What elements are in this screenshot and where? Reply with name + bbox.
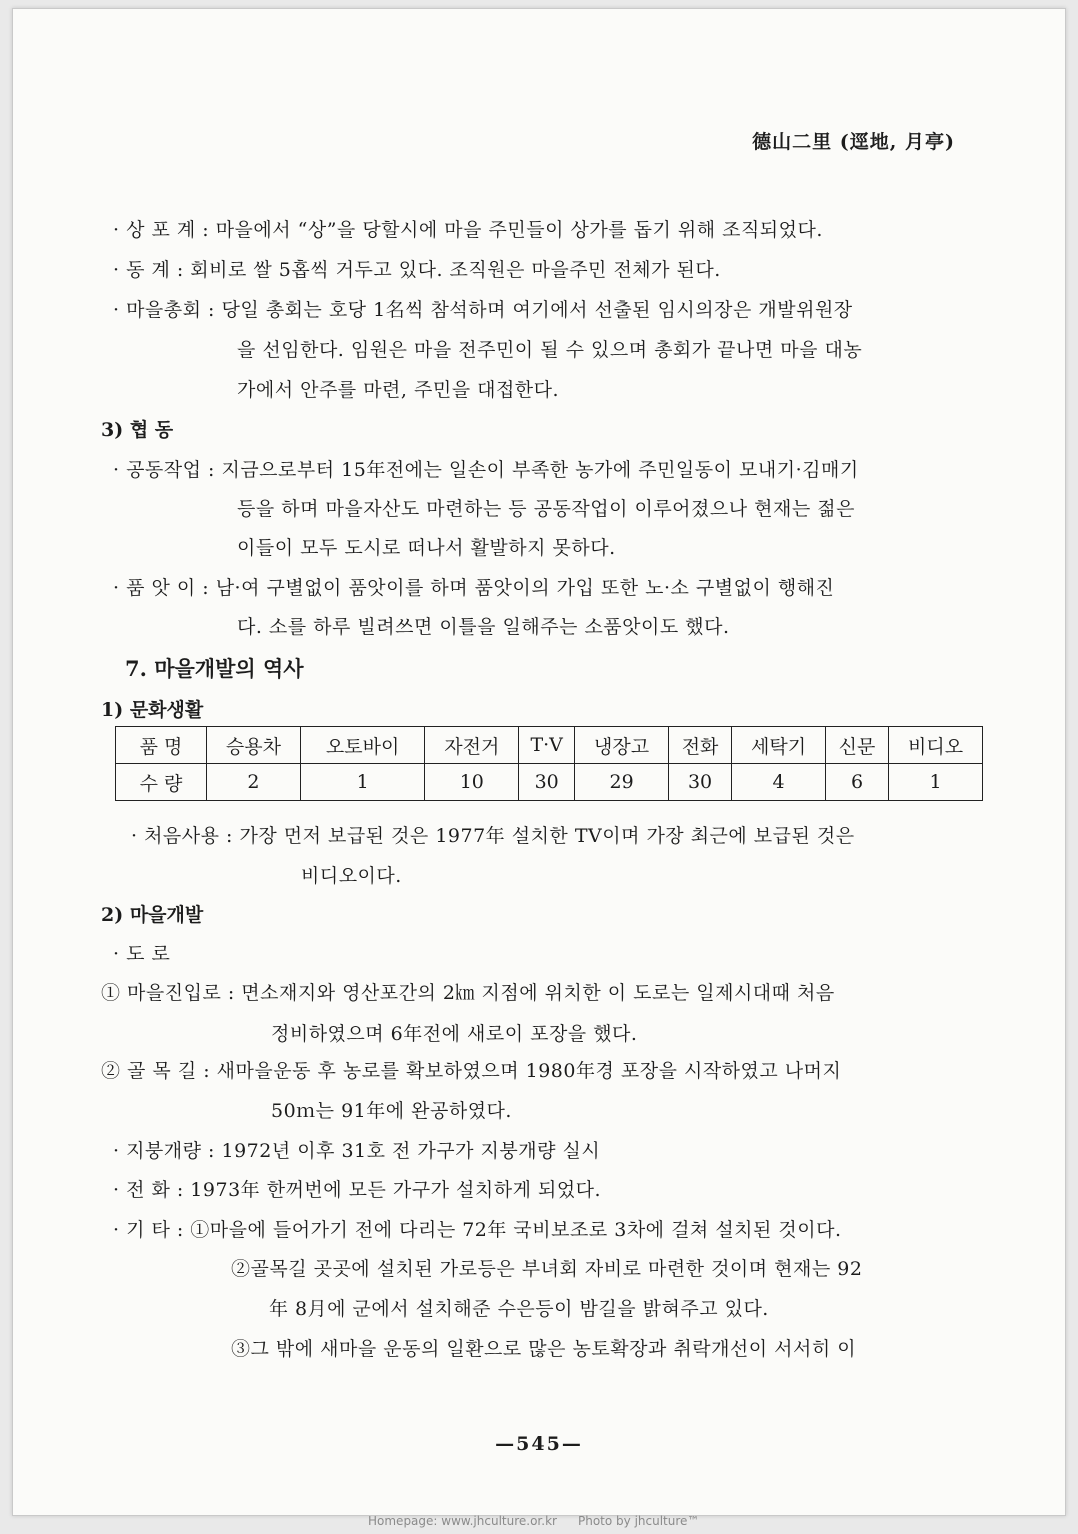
table-cell: 전화 <box>669 727 732 764</box>
text-line: 50ｍ는 91年에 완공하였다. <box>271 1100 512 1122</box>
table-cell: 1 <box>889 764 983 801</box>
table-cell: T·V <box>519 727 575 764</box>
table-cell: 비디오 <box>889 727 983 764</box>
table-row-items <box>116 727 983 764</box>
text-line: 을 선임한다. 임원은 마을 전주민이 될 수 있으며 총회가 끝나면 마을 대농 <box>237 339 863 361</box>
table-cell: 30 <box>669 764 732 801</box>
text-line: ③그 밖에 새마을 운동의 일환으로 많은 농토확장과 취락개선이 서서히 이 <box>231 1338 857 1360</box>
text-line: 비디오이다. <box>301 865 402 887</box>
text-line: 이들이 모두 도시로 떠나서 활발하지 못하다. <box>237 537 616 559</box>
text-line: · 품 앗 이 : 남·여 구별없이 품앗이를 하며 품앗이의 가입 또한 노·소 구별없이 행해진 <box>113 577 835 599</box>
text-line: 정비하였으며 6年전에 새로이 포장을 했다. <box>271 1023 638 1045</box>
text-line: 가에서 안주를 마련, 주민을 대접한다. <box>237 379 560 401</box>
text-line: · 지붕개량 : 1972년 이후 31호 전 가구가 지붕개량 실시 <box>113 1140 601 1162</box>
table-cell: 냉장고 <box>575 727 669 764</box>
text-line: · 마을총회 : 당일 총회는 호당 1名씩 참석하며 여기에서 선출된 임시의장은 개발위원장 <box>113 299 853 321</box>
section-heading: 3) 협 동 <box>101 419 174 441</box>
text-line: 등을 하며 마을자산도 마련하는 등 공동작업이 이루어졌으나 현재는 젊은 <box>237 498 855 520</box>
table-cell: 자전거 <box>425 727 519 764</box>
table-cell: 세탁기 <box>732 727 826 764</box>
text-line: · 공동작업 : 지금으로부터 15年전에는 일손이 부족한 농가에 주민일동이 모내기·김매기 <box>113 459 859 481</box>
text-line: · 전 화 : 1973年 한꺼번에 모든 가구가 설치하게 되었다. <box>113 1179 602 1201</box>
text-line: · 도 로 <box>113 943 171 965</box>
text-line: · 동 계 : 회비로 쌀 5홉씩 거두고 있다. 조직원은 마을주민 전체가 된다. <box>113 259 721 281</box>
table-row-quantities <box>116 764 983 801</box>
chapter-heading: 7. 마을개발의 역사 <box>125 656 304 681</box>
page-header: 德山二里 (逕地, 月亭) <box>752 131 955 153</box>
homepage-credit: Homepage: www.jhculture.or.kr <box>368 1514 557 1528</box>
text-line: ① 마을진입로 : 면소재지와 영산포간의 2㎞ 지점에 위치한 이 도로는 일제시대때 처음 <box>101 982 835 1004</box>
text-line: 다. 소를 하루 빌려쓰면 이틀을 일해주는 소품앗이도 했다. <box>237 616 730 638</box>
text-line: · 처음사용 : 가장 먼저 보급된 것은 1977年 설치한 TV이며 가장 최근에 보급된 것은 <box>131 825 855 847</box>
document-page <box>12 8 1066 1516</box>
table-cell: 6 <box>825 764 888 801</box>
table-cell: 10 <box>425 764 519 801</box>
table-cell: 4 <box>732 764 826 801</box>
text-line: 年 8月에 군에서 설치해준 수은등이 밤길을 밝혀주고 있다. <box>269 1298 769 1320</box>
text-line: · 기 타 : ①마을에 들어가기 전에 다리는 72年 국비보조로 3차에 걸쳐 설치된 것이다. <box>113 1219 842 1241</box>
text-line: ②골목길 곳곳에 설치된 가로등은 부녀회 자비로 마련한 것이며 현재는 92 <box>231 1258 863 1280</box>
section-heading: 2) 마을개발 <box>101 904 204 926</box>
table-row-header: 수 량 <box>116 764 207 801</box>
table-cell: 1 <box>300 764 425 801</box>
table-cell: 2 <box>207 764 301 801</box>
table-cell: 오토바이 <box>300 727 425 764</box>
goods-table <box>115 726 983 801</box>
table-cell: 30 <box>519 764 575 801</box>
section-heading: 1) 문화생활 <box>101 699 204 721</box>
table-cell: 29 <box>575 764 669 801</box>
table-cell: 승용차 <box>207 727 301 764</box>
page-number: —545— <box>495 1433 583 1455</box>
text-line: ② 골 목 길 : 새마을운동 후 농로를 확보하였으며 1980年경 포장을 시작하였고 나머지 <box>101 1060 842 1082</box>
table-cell: 신문 <box>825 727 888 764</box>
text-line: · 상 포 계 : 마을에서 “상”을 당할시에 마을 주민들이 상가를 돕기 위해 조직되었다. <box>113 219 823 241</box>
photo-credit: Photo by jhculture™ <box>578 1514 700 1528</box>
table-row-header: 품 명 <box>116 727 207 764</box>
